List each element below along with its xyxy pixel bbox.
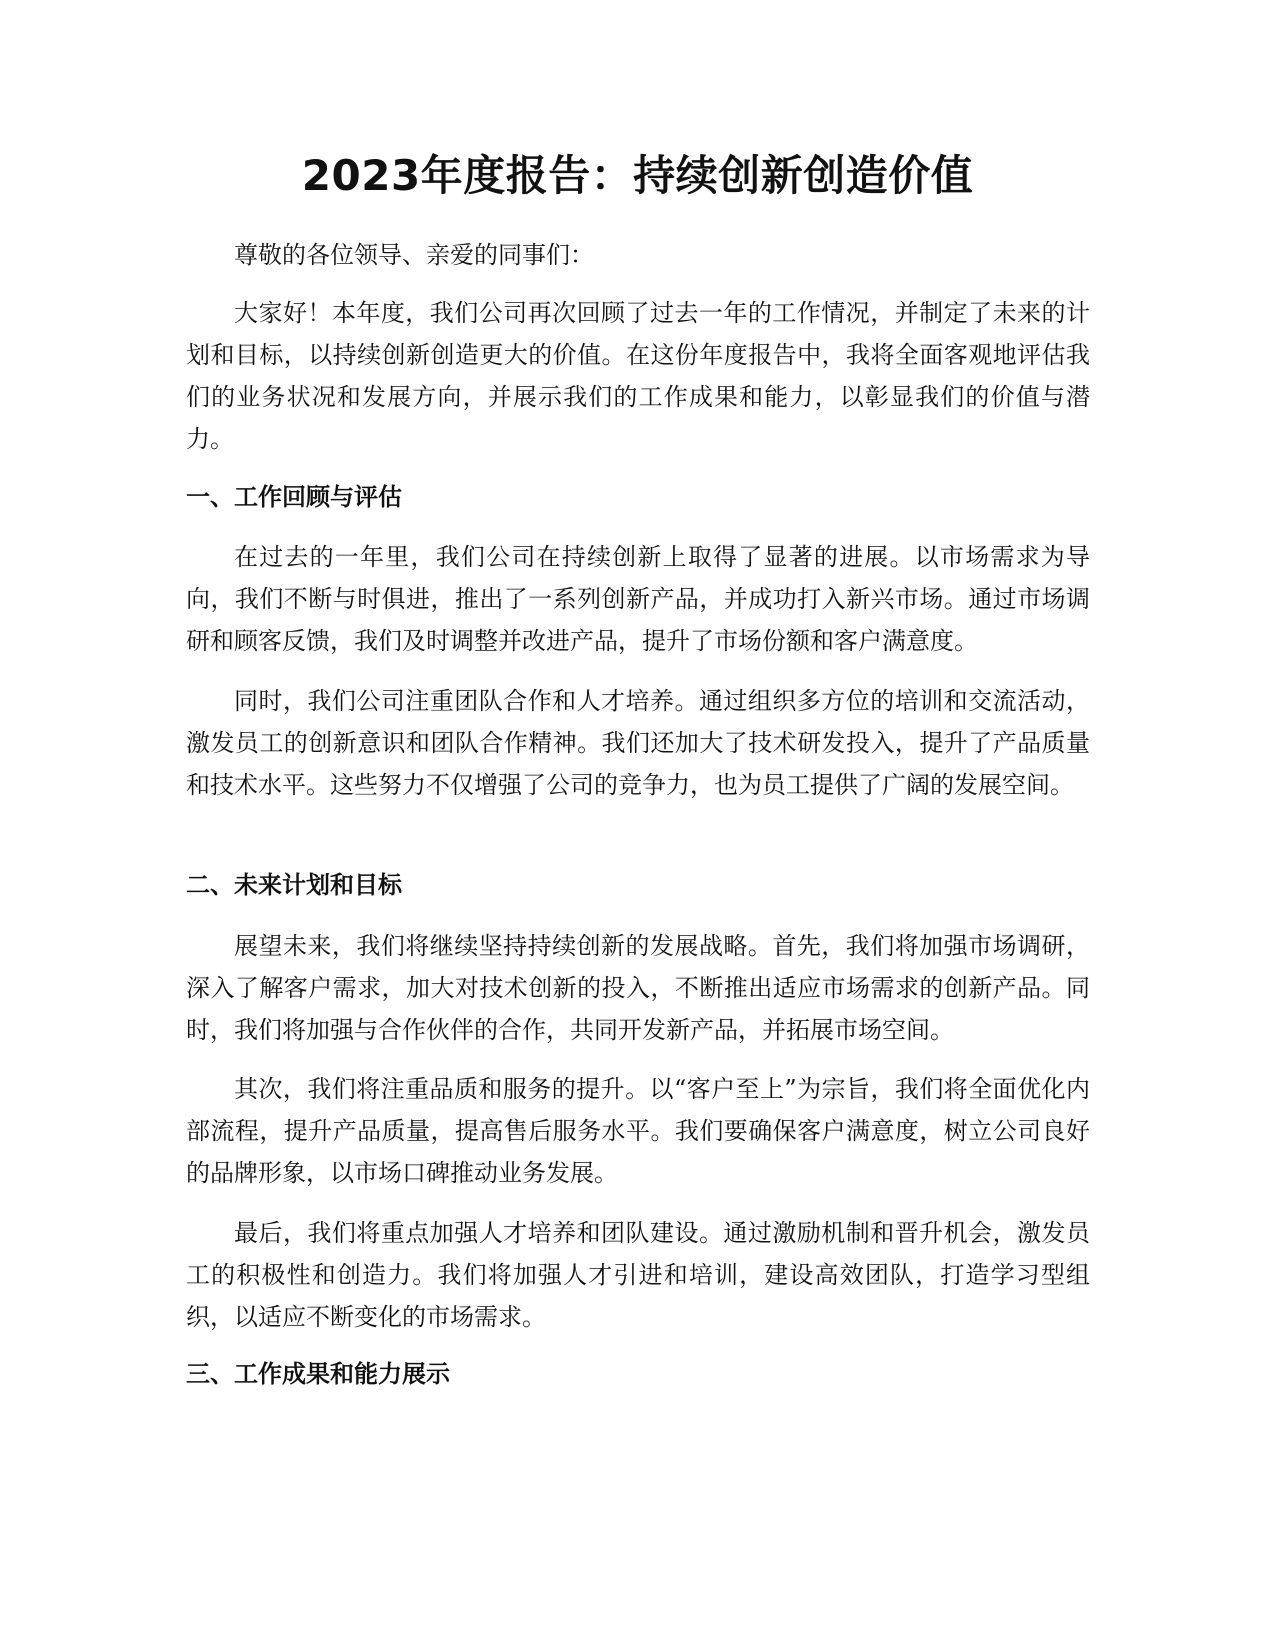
section-review-paragraph-2: 同时，我们公司注重团队合作和人才培养。通过组织多方位的培训和交流活动，激发员工的创新意识和团队合作精神。我们还加大了技术研发投入，提升了产品质量和技术水平。这些努力不仅增强了公司的竞争力，也为员工提供了广阔的发展空间。 (186, 687, 1090, 799)
section-plans-paragraph-1: 展望未来，我们将继续坚持持续创新的发展战略。首先，我们将加强市场调研，深入了解客户需求，加大对技术创新的投入，不断推出适应市场需求的创新产品。同时，我们将加强与合作伙伴的合作，共同开发新产品，并拓展市场空间。 (186, 932, 1090, 1044)
section-review-paragraph-1: 在过去的一年里，我们公司在持续创新上取得了显著的进展。以市场需求为导向，我们不断与时俱进，推出了一系列创新产品，并成功打入新兴市场。通过市场调研和顾客反馈，我们及时调整并改进产品，提升了市场份额和客户满意度。 (186, 543, 1090, 655)
section-heading-achievements: 三、工作成果和能力展示 (186, 1360, 450, 1388)
section-heading-review: 一、工作回顾与评估 (186, 483, 402, 511)
section-plans-paragraph-3: 最后，我们将重点加强人才培养和团队建设。通过激励机制和晋升机会，激发员工的积极性和创造力。我们将加强人才引进和培训，建设高效团队，打造学习型组织，以适应不断变化的市场需求。 (186, 1219, 1090, 1331)
section-heading-plans: 二、未来计划和目标 (186, 871, 402, 899)
salutation: 尊敬的各位领导、亲爱的同事们： (234, 241, 594, 269)
intro-paragraph: 大家好！本年度，我们公司再次回顾了过去一年的工作情况，并制定了未来的计划和目标，以持续创新创造更大的价值。在这份年度报告中，我将全面客观地评估我们的业务状况和发展方向，并展示我们的工作成果和能力，以彰显我们的价值与潜力。 (186, 299, 1090, 453)
section-plans-paragraph-2: 其次，我们将注重品质和服务的提升。以“客户至上”为宗旨，我们将全面优化内部流程，提升产品质量，提高售后服务水平。我们要确保客户满意度，树立公司良好的品牌形象，以市场口碑推动业务发展。 (186, 1075, 1090, 1187)
document-title: 2023年度报告：持续创新创造价值 (301, 151, 974, 200)
